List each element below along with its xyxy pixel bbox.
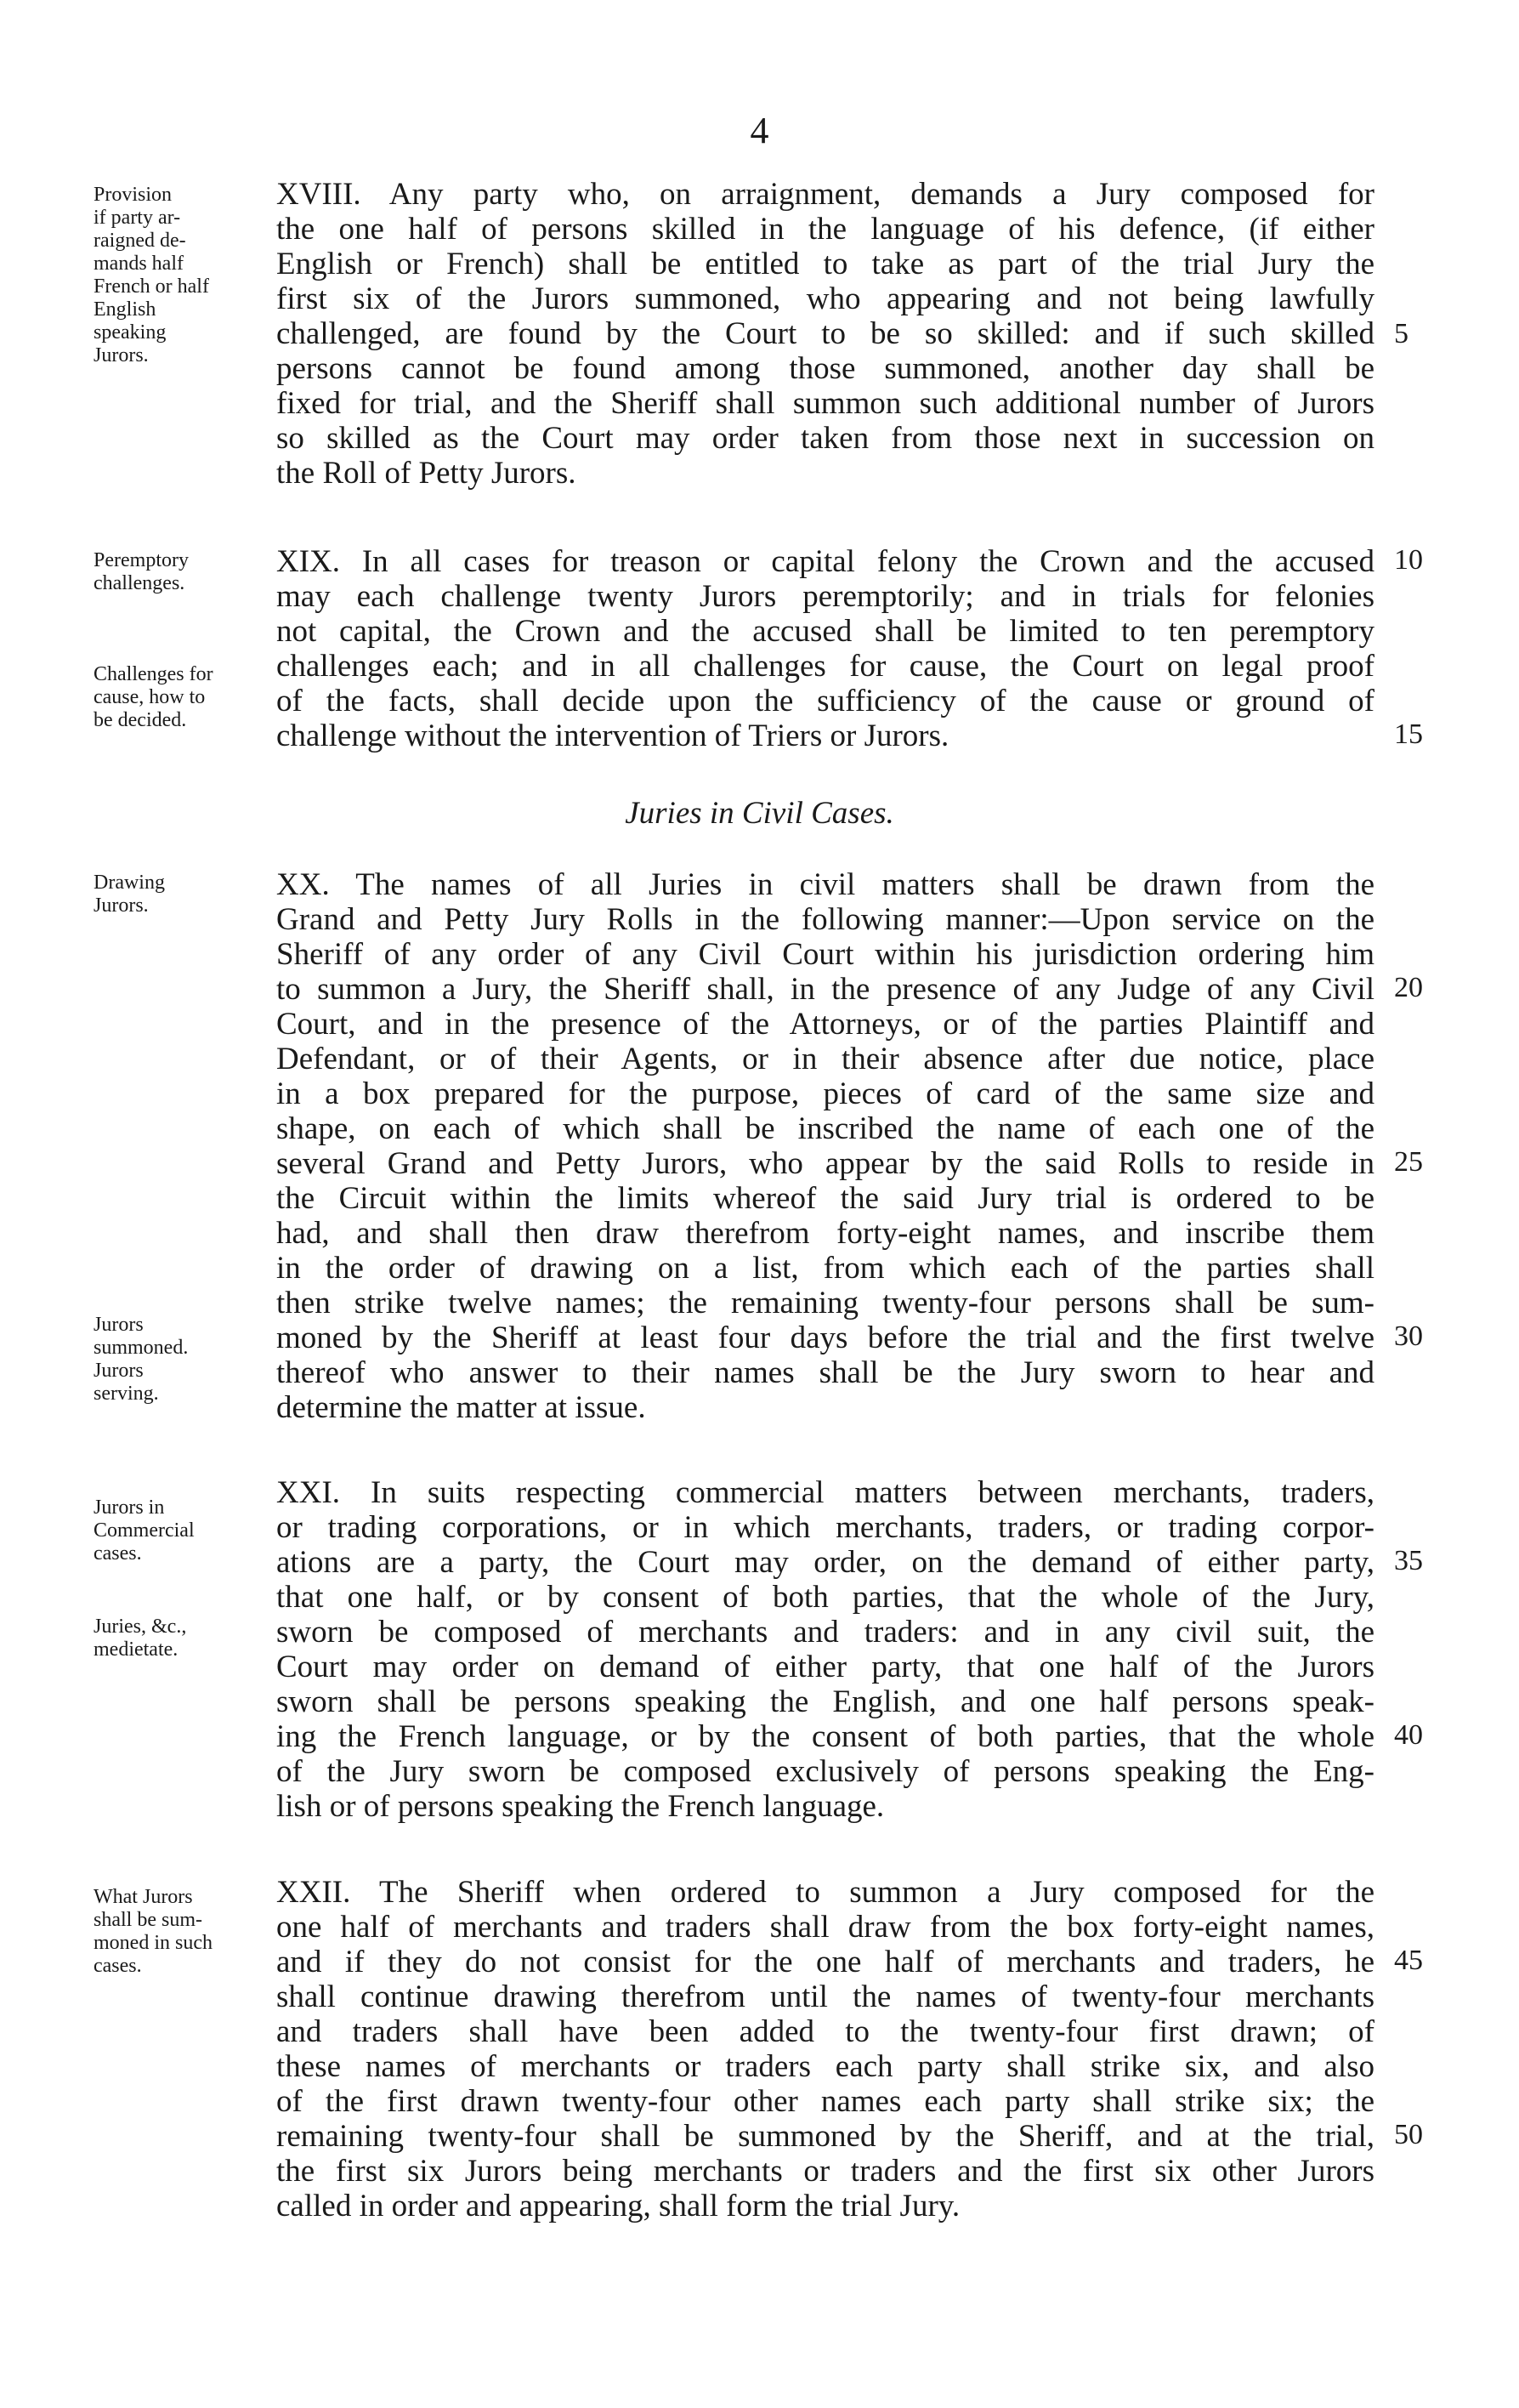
margin-note-line: Drawing <box>94 872 165 894</box>
line-number: 30 <box>1394 1320 1423 1352</box>
margin-note-line: Jurors in <box>94 1496 165 1519</box>
margin-note-drawing <box>94 872 276 917</box>
body-line: Court, and in the presence of the Attorneys, or of the parties Plaintiff and <box>276 1007 1374 1042</box>
body-line: shall continue drawing therefrom until the names of twenty-four merchants <box>276 1979 1374 2014</box>
margin-note-line: Jurors <box>94 1360 144 1382</box>
margin-note-line: cases. <box>94 1955 142 1977</box>
line-number: 50 <box>1394 2119 1423 2150</box>
body-line: of the facts, shall decide upon the sufficiency of the cause or ground of <box>276 684 1374 718</box>
body-line: XXI. In suits respecting commercial matters between merchants, traders, <box>276 1475 1374 1510</box>
margin-note-line: speaking <box>94 321 167 344</box>
body-line: one half of merchants and traders shall draw from the box forty-eight names, <box>276 1910 1374 1945</box>
margin-note-line: shall be sum- <box>94 1909 202 1931</box>
body-line: sworn be composed of merchants and traders: and in any civil suit, the <box>276 1615 1374 1650</box>
margin-note-line: summoned. <box>94 1337 189 1359</box>
body-line: challenge without the intervention of Triers or Jurors. <box>276 718 949 753</box>
body-line: called in order and appearing, shall form the trial Jury. <box>276 2189 961 2223</box>
body-line: then strike twelve names; the remaining twenty-four persons shall be sum- <box>276 1286 1374 1320</box>
body-line: lish or of persons speaking the French language. <box>276 1789 885 1824</box>
body-line: the Circuit within the limits whereof the said Jury trial is ordered to be <box>276 1181 1374 1216</box>
margin-note-line: if party ar- <box>94 207 181 229</box>
body-line: so skilled as the Court may order taken from those next in succession on <box>276 421 1374 456</box>
margin-note-line: Jurors. <box>94 894 149 917</box>
margin-note-line: Peremptory <box>94 549 189 571</box>
body-line: thereof who answer to their names shall be the Jury sworn to hear and <box>276 1355 1374 1390</box>
paragraph-xix <box>276 544 1374 753</box>
body-line: in a box prepared for the purpose, pieces of card of the same size and <box>276 1076 1374 1111</box>
body-line: these names of merchants or traders each party shall strike six, and also <box>276 2049 1374 2084</box>
body-line: determine the matter at issue. <box>276 1390 646 1425</box>
body-line: Court may order on demand of either party, that one half of the Jurors <box>276 1650 1374 1684</box>
line-number: 35 <box>1394 1545 1423 1576</box>
body-line: the one half of persons skilled in the language of his defence, (if either <box>276 212 1374 247</box>
margin-note-challenges <box>94 663 276 732</box>
margin-note-line: Jurors. <box>94 344 149 366</box>
body-line: English or French) shall be entitled to take as part of the trial Jury the <box>276 247 1374 281</box>
margin-note-line: mands half <box>94 253 184 275</box>
margin-note-xviii <box>94 184 276 367</box>
body-line: the first six Jurors being merchants or traders and the first six other Jurors <box>276 2154 1374 2189</box>
line-number: 25 <box>1394 1146 1423 1178</box>
body-line: not capital, the Crown and the accused shall be limited to ten peremptory <box>276 614 1374 649</box>
body-line: had, and shall then draw therefrom forty-eight names, and inscribe them <box>276 1216 1374 1251</box>
margin-note-line: Challenges for <box>94 663 213 685</box>
line-number: 40 <box>1394 1719 1423 1751</box>
margin-note-line: serving. <box>94 1383 159 1405</box>
body-line: that one half, or by consent of both parties, that the whole of the Jury, <box>276 1580 1374 1615</box>
paragraph-xviii <box>276 177 1374 491</box>
body-line: several Grand and Petty Jurors, who appear by the said Rolls to reside in <box>276 1146 1374 1181</box>
margin-note-line: cases. <box>94 1542 142 1565</box>
body-line: ations are a party, the Court may order, on the demand of either party, <box>276 1545 1374 1580</box>
body-line: of the Jury sworn be composed exclusively of persons speaking the Eng- <box>276 1754 1374 1789</box>
body-line: Grand and Petty Jury Rolls in the following manner:—Upon service on the <box>276 902 1374 937</box>
body-line: remaining twenty-four shall be summoned by the Sheriff, and at the trial, <box>276 2119 1374 2154</box>
body-line: persons cannot be found among those summoned, another day shall be <box>276 351 1374 386</box>
margin-note-line: cause, how to <box>94 686 206 708</box>
body-line: and if they do not consist for the one half of merchants and traders, he <box>276 1945 1374 1979</box>
body-line: XVIII. Any party who, on arraignment, demands a Jury composed for <box>276 177 1374 212</box>
margin-note-line: be decided. <box>94 709 187 731</box>
margin-note-line: raigned de- <box>94 230 186 252</box>
margin-note-line: Commercial <box>94 1519 195 1542</box>
page-number: 4 <box>750 110 769 151</box>
line-number: 20 <box>1394 972 1423 1003</box>
body-line: to summon a Jury, the Sheriff shall, in the presence of any Judge of any Civil <box>276 972 1374 1007</box>
margin-note-peremptory <box>94 549 276 595</box>
line-number: 45 <box>1394 1945 1423 1976</box>
margin-note-line: Provision <box>94 184 173 206</box>
margin-note-line: medietate. <box>94 1638 179 1661</box>
line-number: 5 <box>1394 318 1408 349</box>
body-line: the Roll of Petty Jurors. <box>276 456 576 491</box>
body-line: of the first drawn twenty-four other names each party shall strike six; the <box>276 2084 1374 2119</box>
margin-note-line: What Jurors <box>94 1886 193 1908</box>
margin-note-medietate <box>94 1616 276 1661</box>
body-line: and traders shall have been added to the twenty-four first drawn; of <box>276 2014 1374 2049</box>
body-line: moned by the Sheriff at least four days before the trial and the first twelve <box>276 1320 1374 1355</box>
body-line: XX. The names of all Juries in civil matters shall be drawn from the <box>276 867 1374 902</box>
body-line: first six of the Jurors summoned, who appearing and not being lawfully <box>276 281 1374 316</box>
margin-note-line: Juries, &c., <box>94 1616 187 1638</box>
body-line: fixed for trial, and the Sheriff shall summon such additional number of Jurors <box>276 386 1374 421</box>
body-line: Defendant, or of their Agents, or in their absence after due notice, place <box>276 1042 1374 1076</box>
body-line: ing the French language, or by the consent of both parties, that the whole <box>276 1719 1374 1754</box>
margin-note-summoned <box>94 1314 276 1406</box>
margin-note-line: English <box>94 298 156 321</box>
margin-note-xxii <box>94 1886 276 1978</box>
paragraph-xxi <box>276 1475 1374 1824</box>
body-line: Sheriff of any order of any Civil Court within his jurisdiction ordering him <box>276 937 1374 972</box>
margin-note-line: French or half <box>94 275 209 298</box>
margin-note-line: Jurors <box>94 1314 144 1336</box>
section-heading: Juries in Civil Cases. <box>625 796 894 831</box>
line-number: 15 <box>1394 718 1423 750</box>
margin-note-line: moned in such <box>94 1932 213 1954</box>
body-line: challenges each; and in all challenges for cause, the Court on legal proof <box>276 649 1374 684</box>
body-line: XIX. In all cases for treason or capital felony the Crown and the accused <box>276 544 1374 579</box>
paragraph-xxii <box>276 1875 1374 2223</box>
body-line: challenged, are found by the Court to be so skilled: and if such skilled <box>276 316 1374 351</box>
paragraph-xx <box>276 867 1374 1425</box>
margin-note-commercial <box>94 1496 276 1565</box>
body-line: shape, on each of which shall be inscribed the name of each one of the <box>276 1111 1374 1146</box>
body-line: XXII. The Sheriff when ordered to summon a Jury composed for the <box>276 1875 1374 1910</box>
body-line: sworn shall be persons speaking the English, and one half persons speak- <box>276 1684 1374 1719</box>
body-line: in the order of drawing on a list, from which each of the parties shall <box>276 1251 1374 1286</box>
margin-note-line: challenges. <box>94 572 185 594</box>
body-line: or trading corporations, or in which merchants, traders, or trading corpor- <box>276 1510 1374 1545</box>
body-line: may each challenge twenty Jurors peremptorily; and in trials for felonies <box>276 579 1374 614</box>
line-number: 10 <box>1394 544 1423 576</box>
